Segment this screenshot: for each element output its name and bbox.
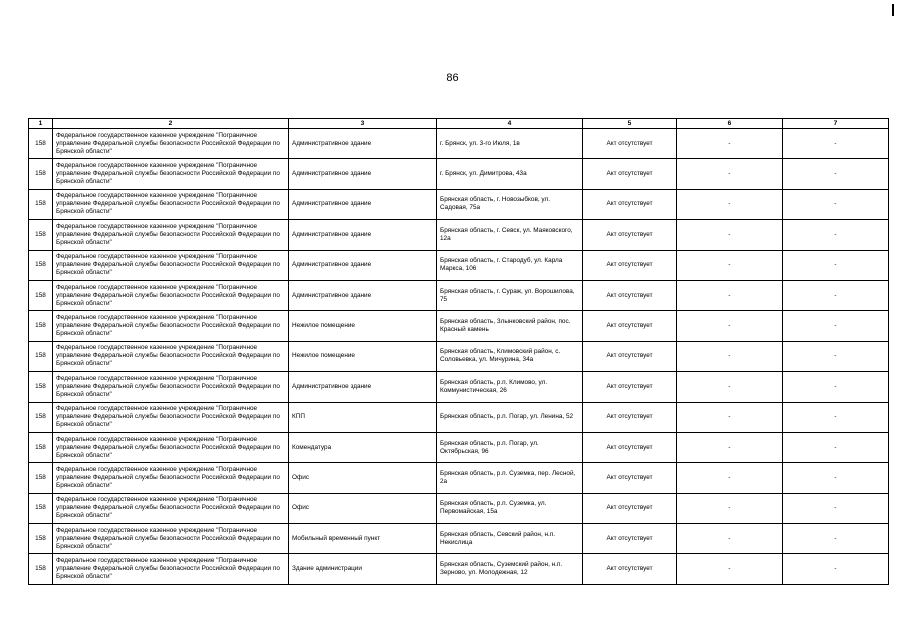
cell-column-7: - (783, 372, 889, 402)
cell-act-status: Акт отсутствует (583, 159, 677, 189)
cell-address: Брянская область, г. Сураж, ул. Ворошилова, 75 (437, 280, 583, 310)
column-header: 1 (29, 119, 53, 129)
cell-organization: Федеральное государственное казенное учреждение "Пограничное управление Федеральной службы безопасности Российской Федерации по Брянской области" (53, 159, 289, 189)
cell-row-number: 158 (29, 463, 53, 493)
cell-row-number: 158 (29, 493, 53, 523)
cell-column-6: - (677, 189, 783, 219)
cell-column-6: - (677, 129, 783, 159)
cell-object-type: Комендатура (289, 432, 437, 462)
cell-address: г. Брянск, ул. Димитрова, 43а (437, 159, 583, 189)
cell-column-6: - (677, 554, 783, 584)
cell-object-type: Мобильный временный пункт (289, 524, 437, 554)
cell-address: Брянская область, г. Стародуб, ул. Карла Маркса, 106 (437, 250, 583, 280)
table-row (29, 311, 889, 341)
cell-row-number: 158 (29, 341, 53, 371)
cell-address: Брянская область, р.п. Суземка, ул. Первомайская, 15а (437, 493, 583, 523)
cell-column-6: - (677, 524, 783, 554)
cell-row-number: 158 (29, 432, 53, 462)
cell-act-status: Акт отсутствует (583, 432, 677, 462)
table-row (29, 372, 889, 402)
cell-row-number: 158 (29, 280, 53, 310)
cell-act-status: Акт отсутствует (583, 250, 677, 280)
cell-column-6: - (677, 493, 783, 523)
cell-column-7: - (783, 189, 889, 219)
cell-column-6: - (677, 220, 783, 250)
column-header: 6 (677, 119, 783, 129)
cell-row-number: 158 (29, 402, 53, 432)
cell-organization: Федеральное государственное казенное учреждение "Пограничное управление Федеральной службы безопасности Российской Федерации по Брянской области" (53, 220, 289, 250)
cell-organization: Федеральное государственное казенное учреждение "Пограничное управление Федеральной службы безопасности Российской Федерации по Брянской области" (53, 280, 289, 310)
table-row (29, 493, 889, 523)
cell-object-type: Здание администрации (289, 554, 437, 584)
cell-address: Брянская область, р.п. Погар, ул. Октябрьская, 96 (437, 432, 583, 462)
cell-row-number: 158 (29, 311, 53, 341)
table-row (29, 524, 889, 554)
cell-column-7: - (783, 280, 889, 310)
cell-row-number: 158 (29, 250, 53, 280)
cell-act-status: Акт отсутствует (583, 524, 677, 554)
cell-act-status: Акт отсутствует (583, 402, 677, 432)
cell-row-number: 158 (29, 189, 53, 219)
table-row (29, 159, 889, 189)
cell-object-type: Офис (289, 463, 437, 493)
registry-table (28, 118, 889, 585)
cell-object-type: Административное здание (289, 189, 437, 219)
header-row (29, 119, 889, 129)
cell-column-7: - (783, 402, 889, 432)
cell-address: г. Брянск, ул. 3-го Июля, 1в (437, 129, 583, 159)
cell-organization: Федеральное государственное казенное учреждение "Пограничное управление Федеральной службы безопасности Российской Федерации по Брянской области" (53, 250, 289, 280)
cell-column-7: - (783, 129, 889, 159)
cell-column-7: - (783, 524, 889, 554)
cell-organization: Федеральное государственное казенное учреждение "Пограничное управление Федеральной службы безопасности Российской Федерации по Брянской области" (53, 311, 289, 341)
column-header: 3 (289, 119, 437, 129)
cell-column-6: - (677, 402, 783, 432)
cell-address: Брянская область, г. Новозыбков, ул. Садовая, 75а (437, 189, 583, 219)
cell-row-number: 158 (29, 524, 53, 554)
cell-object-type: Административное здание (289, 159, 437, 189)
cell-organization: Федеральное государственное казенное учреждение "Пограничное управление Федеральной службы безопасности Российской Федерации по Брянской области" (53, 372, 289, 402)
cell-row-number: 158 (29, 554, 53, 584)
cell-object-type: Административное здание (289, 280, 437, 310)
cell-object-type: Административное здание (289, 129, 437, 159)
cell-column-7: - (783, 554, 889, 584)
cell-organization: Федеральное государственное казенное учреждение "Пограничное управление Федеральной службы безопасности Российской Федерации по Брянской области" (53, 129, 289, 159)
cell-column-7: - (783, 493, 889, 523)
cell-act-status: Акт отсутствует (583, 220, 677, 250)
cell-organization: Федеральное государственное казенное учреждение "Пограничное управление Федеральной службы безопасности Российской Федерации по Брянской области" (53, 524, 289, 554)
cell-column-6: - (677, 341, 783, 371)
cell-column-7: - (783, 311, 889, 341)
table-body (29, 129, 889, 585)
cell-column-7: - (783, 159, 889, 189)
page-number: 86 (446, 72, 459, 84)
cell-object-type: Административное здание (289, 220, 437, 250)
cell-organization: Федеральное государственное казенное учреждение "Пограничное управление Федеральной службы безопасности Российской Федерации по Брянской области" (53, 341, 289, 371)
table-row (29, 463, 889, 493)
cell-column-7: - (783, 463, 889, 493)
page-edge-mark (892, 4, 894, 16)
cell-act-status: Акт отсутствует (583, 311, 677, 341)
cell-column-6: - (677, 311, 783, 341)
cell-act-status: Акт отсутствует (583, 129, 677, 159)
table-row (29, 341, 889, 371)
cell-row-number: 158 (29, 159, 53, 189)
cell-address: Брянская область, Злынковский район, пос. Красный камень (437, 311, 583, 341)
cell-act-status: Акт отсутствует (583, 280, 677, 310)
cell-object-type: КПП (289, 402, 437, 432)
cell-column-6: - (677, 280, 783, 310)
cell-address: Брянская область, р.п. Суземка, пер. Лесной, 2а (437, 463, 583, 493)
cell-object-type: Офис (289, 493, 437, 523)
cell-column-7: - (783, 250, 889, 280)
cell-organization: Федеральное государственное казенное учреждение "Пограничное управление Федеральной службы безопасности Российской Федерации по Брянской области" (53, 554, 289, 584)
column-header: 7 (783, 119, 889, 129)
cell-address: Брянская область, Суземский район, н.п. Зерново, ул. Молодежная, 12 (437, 554, 583, 584)
cell-column-6: - (677, 372, 783, 402)
cell-column-7: - (783, 220, 889, 250)
cell-object-type: Административное здание (289, 250, 437, 280)
cell-column-7: - (783, 432, 889, 462)
table-row (29, 220, 889, 250)
cell-column-6: - (677, 159, 783, 189)
cell-address: Брянская область, р.п. Климово, ул. Коммунистическая, 26 (437, 372, 583, 402)
table-row (29, 554, 889, 584)
cell-object-type: Нежилое помещение (289, 341, 437, 371)
cell-object-type: Административное здание (289, 372, 437, 402)
cell-address: Брянская область, Климовский район, с. Соловьевка, ул. Мичурина, 34а (437, 341, 583, 371)
cell-row-number: 158 (29, 372, 53, 402)
cell-act-status: Акт отсутствует (583, 463, 677, 493)
cell-column-6: - (677, 432, 783, 462)
cell-organization: Федеральное государственное казенное учреждение "Пограничное управление Федеральной службы безопасности Российской Федерации по Брянской области" (53, 402, 289, 432)
table-row (29, 250, 889, 280)
column-header: 5 (583, 119, 677, 129)
cell-object-type: Нежилое помещение (289, 311, 437, 341)
table-row (29, 402, 889, 432)
cell-column-6: - (677, 463, 783, 493)
table-row (29, 189, 889, 219)
cell-act-status: Акт отсутствует (583, 372, 677, 402)
cell-organization: Федеральное государственное казенное учреждение "Пограничное управление Федеральной службы безопасности Российской Федерации по Брянской области" (53, 493, 289, 523)
cell-act-status: Акт отсутствует (583, 341, 677, 371)
column-header: 2 (53, 119, 289, 129)
cell-address: Брянская область, г. Севск, ул. Маяковского, 12а (437, 220, 583, 250)
cell-act-status: Акт отсутствует (583, 493, 677, 523)
table-row (29, 129, 889, 159)
cell-row-number: 158 (29, 129, 53, 159)
cell-act-status: Акт отсутствует (583, 189, 677, 219)
column-header: 4 (437, 119, 583, 129)
cell-address: Брянская область, р.п. Погар, ул. Ленина, 52 (437, 402, 583, 432)
table-row (29, 432, 889, 462)
table-row (29, 280, 889, 310)
cell-organization: Федеральное государственное казенное учреждение "Пограничное управление Федеральной службы безопасности Российской Федерации по Брянской области" (53, 189, 289, 219)
cell-act-status: Акт отсутствует (583, 554, 677, 584)
cell-organization: Федеральное государственное казенное учреждение "Пограничное управление Федеральной службы безопасности Российской Федерации по Брянской области" (53, 463, 289, 493)
cell-row-number: 158 (29, 220, 53, 250)
cell-column-7: - (783, 341, 889, 371)
cell-address: Брянская область, Севский район, н.п. Некислица (437, 524, 583, 554)
cell-organization: Федеральное государственное казенное учреждение "Пограничное управление Федеральной службы безопасности Российской Федерации по Брянской области" (53, 432, 289, 462)
cell-column-6: - (677, 250, 783, 280)
